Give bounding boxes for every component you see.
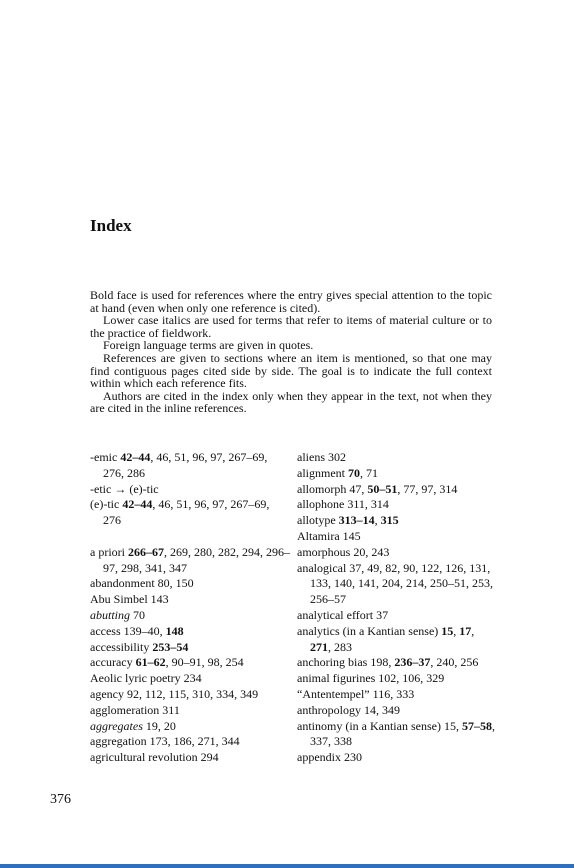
index-entry [90,687,290,703]
intro-paragraph: Authors are cited in the index only when they appear in the text, not when they are cited in the inline references. [90,388,492,416]
entry-text: aliens 302 [297,450,346,464]
entry-text: “Antentempel” 116, 333 [297,686,415,701]
entry-text: aggregation 173, 186, 271, 344 [90,734,240,749]
entry-text: anchoring bias 198, [297,655,395,670]
index-entry [90,655,290,671]
bold-reference: 17 [459,623,472,638]
entry-text: abandonment 80, 150 [90,576,194,591]
entry-text: animal figurines 102, 106, 329 [297,671,445,686]
entry-text: accuracy [90,655,136,670]
entry-text: alignment [297,465,348,480]
index-entry [90,624,290,640]
entry-text: , 77, 97, 314 [397,481,458,496]
bold-reference: 148 [165,623,184,638]
index-entry [297,608,497,624]
index-entry [297,655,497,671]
index-entry [297,703,497,719]
entry-text: appendix 230 [297,750,362,765]
index-entry [90,640,290,656]
index-entry [297,719,497,751]
index-entry [297,482,497,498]
page-number: 376 [50,792,71,807]
bold-reference: 42–44 [122,497,153,512]
index-column-right [297,450,497,766]
bold-reference: 253–54 [152,639,189,654]
index-spacer [90,529,290,545]
index-entry [297,671,497,687]
entry-text: anthropology 14, 349 [297,702,400,717]
entry-text: a priori [90,544,128,559]
entry-text: , 240, 256 [430,655,479,670]
index-entry [90,703,290,719]
entry-text: agricultural revolution 294 [90,750,219,765]
entry-text: allophone 311, 314 [297,497,389,512]
bold-reference: 50–51 [367,481,398,496]
index-entry [90,671,290,687]
intro-paragraph: Bold face is used for references where the entry gives special attention to the topic at hand (even when only one reference is cited). [90,288,492,315]
bold-reference: 315 [380,513,399,528]
index-entry [90,734,290,750]
bottom-border [0,864,574,868]
entry-text: , [471,623,475,638]
index-entry [90,482,290,498]
intro-paragraph: Lower case italics are used for terms that refer to items of material culture or to the practice of fieldwork. [90,313,492,340]
entry-text: , 337, 338 [310,718,495,749]
index-entry [297,750,497,766]
entry-text: , [453,623,460,638]
bold-reference: 271 [310,639,328,654]
entry-text: analytics (in a Kantian sense) [297,623,442,638]
bold-reference: 70 [348,465,360,480]
bold-reference: 266–67 [128,544,164,559]
bold-reference: 57–58 [461,718,492,733]
entry-text: Aeolic lyric poetry 234 [90,671,202,686]
entry-text: , 71 [360,465,378,480]
intro-paragraph: Foreign language terms are given in quotes. [103,338,314,353]
entry-text: analytical effort 37 [297,607,389,622]
entry-text: (e)-tic [90,497,123,512]
index-introduction [90,289,492,415]
entry-text: , [374,513,381,528]
bold-reference: 42–44 [120,450,151,464]
entry-text: agglomeration 311 [90,702,180,717]
entry-text: -emic [90,450,121,464]
entry-text: , 90–91, 98, 254 [165,655,244,670]
index-entry [90,592,290,608]
entry-text: Altamira 145 [297,528,361,543]
index-entry [90,450,290,482]
index-entry [297,561,497,608]
index-entry [297,450,497,466]
entry-text: , 46, 51, 96, 97, 267–69, 276, 286 [103,450,268,480]
bold-reference: 236–37 [394,655,431,670]
index-entry [90,608,290,624]
entry-text: allomorph 47, [297,481,368,496]
index-entry [297,687,497,703]
page-title: Index [90,216,132,235]
entry-text: Abu Simbel 143 [90,592,169,607]
entry-text: -etic → (e)-tic [90,481,159,496]
index-entry [90,719,290,735]
index-entry [90,545,290,577]
index-entry [297,497,497,513]
intro-paragraph: References are given to sections where an item is mentioned, so that one may find contiguous pages cited side by side. The goal is to indicate the full context within which each reference fits. [90,350,492,391]
italic-term: aggregates [90,718,143,733]
entry-text: accessibility [90,639,153,654]
entry-text: , 46, 51, 96, 97, 267–69, 276 [103,497,270,528]
index-column-left [90,450,290,766]
entry-text: amorphous 20, 243 [297,544,390,559]
bold-reference: 61–62 [135,655,166,670]
index-entry [297,513,497,529]
index-entry [297,545,497,561]
index-entry [90,750,290,766]
entry-text: , 269, 280, 282, 294, 296–97, 298, 341, 347 [103,544,290,575]
index-entry [90,497,290,529]
entry-text: agency 92, 112, 115, 310, 334, 349 [90,686,259,701]
entry-text: antinomy (in a Kantian sense) 15, [297,718,462,733]
entry-text: analogical 37, 49, 82, 90, 122, 126, 131, 133, 140, 141, 204, 214, 250–51, 253, 256–57 [297,560,493,607]
entry-text: access 139–40, [90,623,166,638]
bold-reference: 15 [441,623,454,638]
index-entry [297,466,497,482]
bold-reference: 313–14 [338,513,375,528]
entry-text: 70 [130,607,146,622]
italic-term: abutting [90,607,131,622]
index-entry [90,576,290,592]
index-entry [297,624,497,656]
entry-text: allotype [297,513,339,528]
entry-text: 19, 20 [142,718,176,733]
entry-text: , 283 [328,639,352,654]
index-entry [297,529,497,545]
